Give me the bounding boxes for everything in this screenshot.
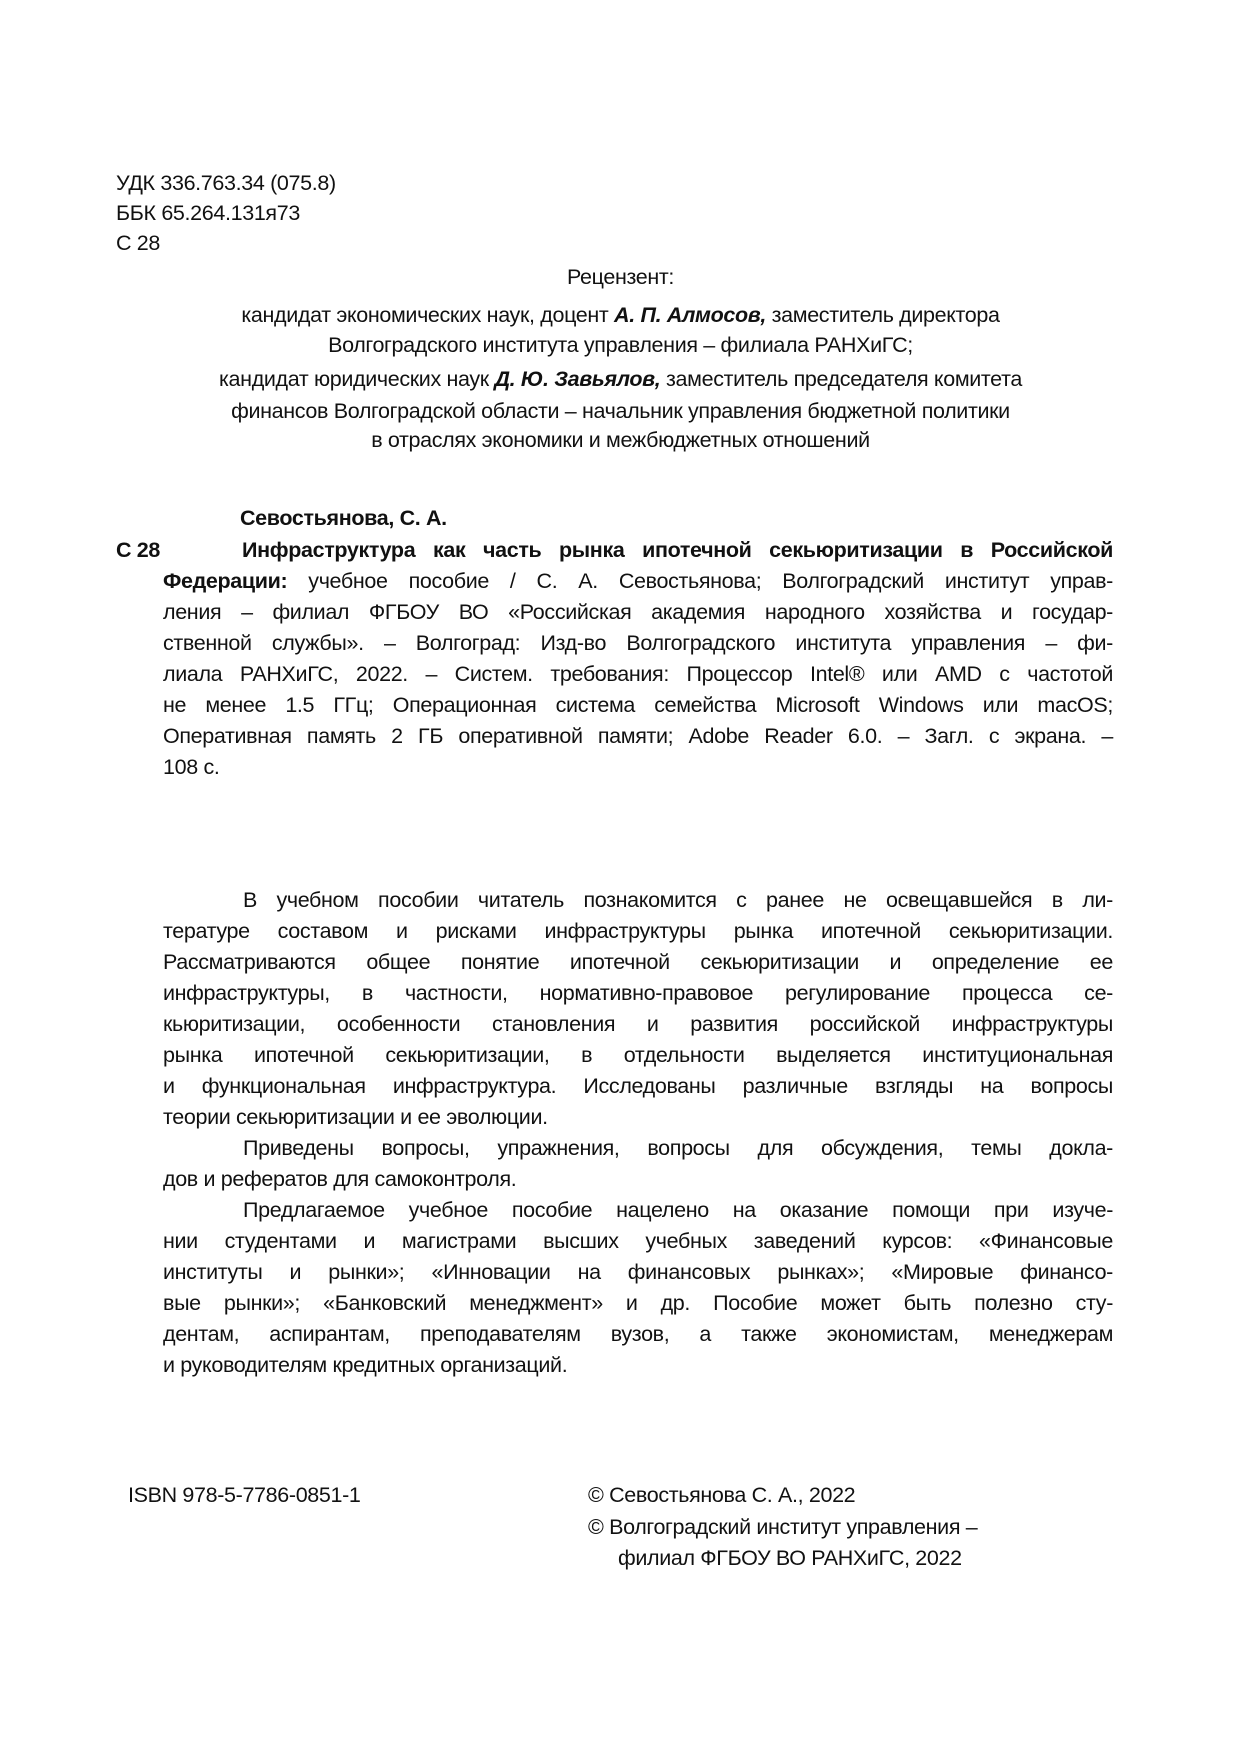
- bbk-code: ББК 65.264.131я73: [116, 201, 300, 225]
- annotation-p3-line-1: Предлагаемое учебное пособие нацелено на оказание помощи при изуче-: [243, 1198, 1113, 1222]
- reviewer-line-2: [0, 330, 1241, 360]
- bibliography-text: учебное пособие / С. А. Севостьянова; Волгоградский институт управ-: [287, 569, 1113, 593]
- copyright-organization-line-1: © Волгоградский институт управления –: [588, 1515, 978, 1539]
- book-author: Севостьянова, С. А.: [240, 506, 447, 530]
- annotation-p1-line-3: Рассматриваются общее понятие ипотечной секьюритизации и определение ее: [163, 950, 1113, 974]
- bibliography-line-6: Оперативная память 2 ГБ оперативной памяти; Adobe Reader 6.0. – Загл. с экрана. –: [163, 724, 1113, 748]
- reviewer-affiliation: финансов Волгоградской области – начальник управления бюджетной политики: [231, 399, 1010, 423]
- annotation-p3-line-5: дентам, аспирантам, преподавателям вузов, а также экономистам, менеджерам: [163, 1322, 1113, 1346]
- udk-code: УДК 336.763.34 (075.8): [116, 171, 336, 195]
- reviewer-affiliation: в отраслях экономики и межбюджетных отношений: [371, 428, 870, 452]
- bibliography-line-5: не менее 1.5 ГГц; Операционная система семейства Microsoft Windows или macOS;: [163, 693, 1113, 717]
- author-mark: С 28: [116, 231, 161, 255]
- bibliography-line-1: [163, 566, 1113, 596]
- copyright-author: © Севостьянова С. А., 2022: [588, 1483, 856, 1507]
- annotation-p1-line-8: теории секьюритизации и ее эволюции.: [163, 1105, 548, 1129]
- classification-codes: [116, 168, 336, 258]
- reviewer-heading: Рецензент:: [566, 265, 675, 289]
- annotation-p3-line-4: вые рынки»; «Банковский менеджмент» и др. Пособие может быть полезно сту-: [163, 1291, 1113, 1315]
- annotation-p1-line-7: и функциональная инфраструктура. Исследованы различные взгляды на вопросы: [163, 1074, 1113, 1098]
- reviewer-line-4: [0, 396, 1241, 426]
- annotation-p1-line-5: кьюритизации, особенности становления и развития российской инфраструктуры: [163, 1012, 1113, 1036]
- annotation-p3-line-2: нии студентами и магистрами высших учебных заведений курсов: «Финансовые: [163, 1229, 1113, 1253]
- reviewer-position: заместитель председателя комитета: [660, 367, 1022, 391]
- annotation-p1-line-6: рынка ипотечной секьюритизации, в отдельности выделяется институциональная: [163, 1043, 1113, 1067]
- isbn: ISBN 978-5-7786-0851-1: [128, 1483, 361, 1507]
- annotation-p3-line-3: институты и рынки»; «Инновации на финансовых рынках»; «Мировые финансо-: [163, 1260, 1113, 1284]
- reviewer-line-3: [0, 364, 1241, 394]
- annotation-p1-line-4: инфраструктуры, в частности, нормативно-правовое регулирование процесса се-: [163, 981, 1113, 1005]
- annotation-p1-line-2: тературе составом и рисками инфраструктуры рынка ипотечной секьюритизации.: [163, 919, 1113, 943]
- reviewer-affiliation: Волгоградского института управления – филиала РАНХиГС;: [328, 333, 913, 357]
- reviewer-position: заместитель директора: [766, 303, 1000, 327]
- reviewer-name: Д. Ю. Завьялов,: [494, 367, 661, 391]
- bibliography-line-4: лиала РАНХиГС, 2022. – Систем. требования: Процессор Intel® или AMD с частотой: [163, 662, 1113, 686]
- reviewer-line-1: [0, 300, 1241, 330]
- bibliography-line-3: ственной службы». – Волгоград: Изд-во Волгоградского института управления – фи-: [163, 631, 1113, 655]
- bibliography-line-7: 108 с.: [163, 755, 220, 779]
- reviewer-credentials: кандидат экономических наук, доцент: [241, 303, 615, 327]
- reviewer-line-5: [0, 425, 1241, 455]
- reviewer-credentials: кандидат юридических наук: [219, 367, 495, 391]
- bibliography-mark: С 28: [116, 538, 161, 562]
- reviewer-name: А. П. Алмосов,: [614, 303, 767, 327]
- bibliography-line-2: ления – филиал ФГБОУ ВО «Российская академия народного хозяйства и государ-: [163, 600, 1113, 624]
- annotation-p1-line-1: В учебном пособии читатель познакомится с ранее не освещавшейся в ли-: [243, 888, 1113, 912]
- annotation-p2-line-2: дов и рефератов для самоконтроля.: [163, 1167, 517, 1191]
- annotation-p3-line-6: и руководителям кредитных организаций.: [163, 1353, 568, 1377]
- book-title-line-1: Инфраструктура как часть рынка ипотечной секьюритизации в Российской: [242, 538, 1113, 562]
- copyright-organization-line-2: филиал ФГБОУ ВО РАНХиГС, 2022: [618, 1546, 962, 1570]
- book-title-line-2: Федерации:: [163, 569, 288, 593]
- annotation-p2-line-1: Приведены вопросы, упражнения, вопросы для обсуждения, темы докла-: [243, 1136, 1113, 1160]
